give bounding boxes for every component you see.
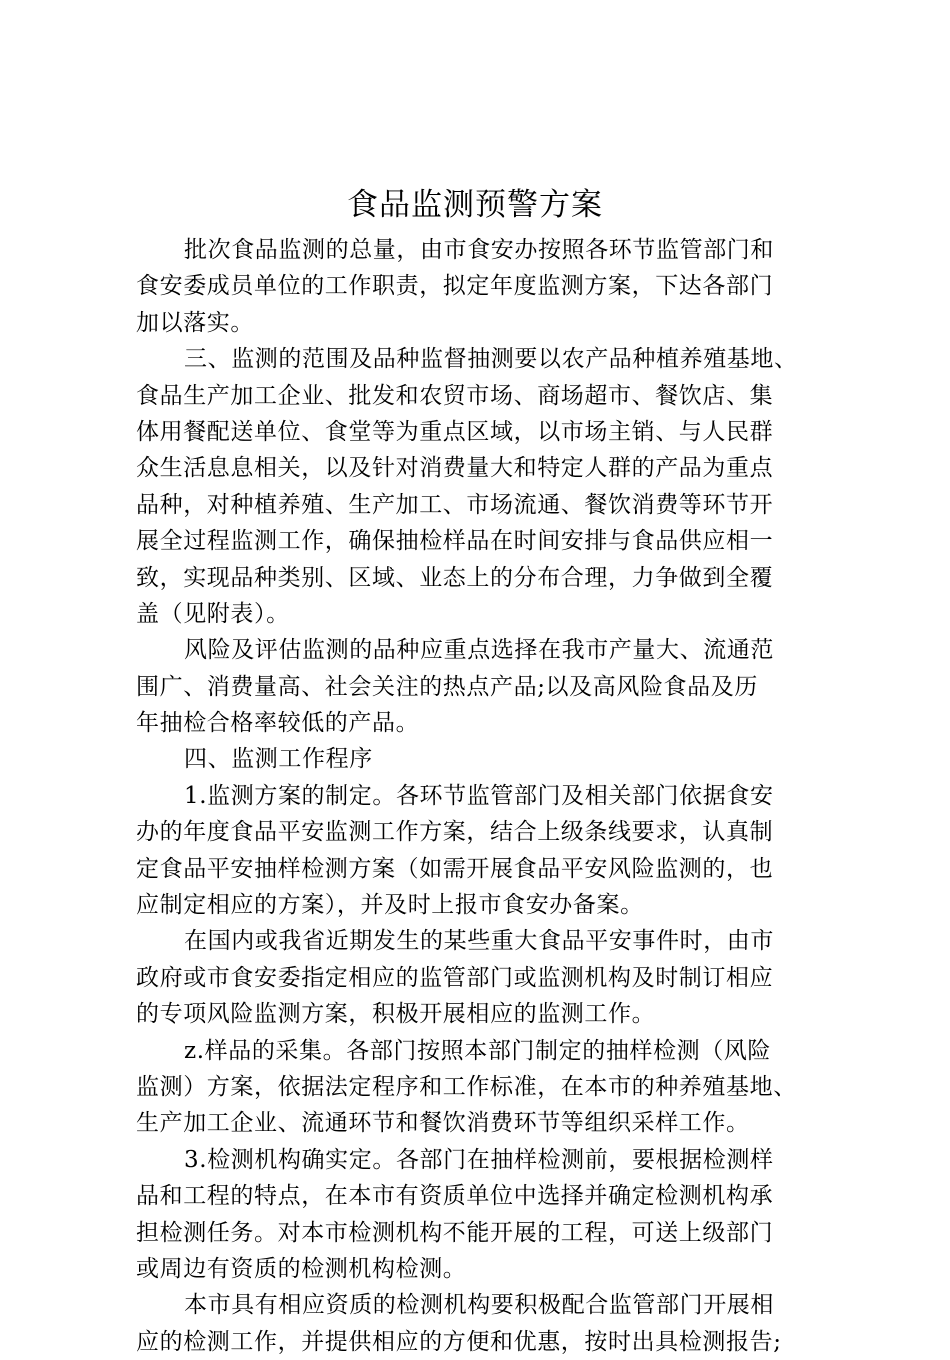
paragraph-line: 政府或市食安委指定相应的监管部门或监测机构及时制订相应 bbox=[136, 964, 774, 991]
paragraph-line: 本市具有相应资质的检测机构要积极配合监管部门开展相 bbox=[184, 1292, 774, 1319]
document-body bbox=[136, 232, 836, 1360]
paragraph-line: 盖（见附表）。 bbox=[136, 600, 290, 627]
paragraph-line: 年抽检合格率较低的产品。 bbox=[136, 710, 420, 737]
paragraph-line: 应制定相应的方案），并及时上报市食安办备案。 bbox=[136, 892, 644, 919]
paragraph-line: 食安委成员单位的工作职责，拟定年度监测方案，下达各部门 bbox=[136, 273, 774, 300]
paragraph-line: 批次食品监测的总量，由市食安办按照各环节监管部门和 bbox=[184, 237, 774, 263]
paragraph-line: 办的年度食品平安监测工作方案，结合上级条线要求，认真制 bbox=[136, 819, 774, 846]
document-title: 食品监测预警方案 bbox=[347, 187, 603, 223]
paragraph-line: 三、监测的范围及品种监督抽测要以农产品种植养殖基地、 bbox=[184, 346, 798, 373]
paragraph-line: 品种，对种植养殖、生产加工、市场流通、餐饮消费等环节开 bbox=[136, 491, 774, 518]
paragraph-line: 或周边有资质的检测机构检测。 bbox=[136, 1255, 467, 1282]
paragraph-line: 的专项风险监测方案，积极开展相应的监测工作。 bbox=[136, 1001, 656, 1028]
paragraph-line: 体用餐配送单位、食堂等为重点区域，以市场主销、与人民群 bbox=[136, 418, 774, 445]
paragraph-line: 监测）方案，依据法定程序和工作标准，在本市的种养殖基地、 bbox=[136, 1073, 797, 1100]
paragraph-line: 加以落实。 bbox=[136, 309, 254, 336]
paragraph-line: 应的检测工作，并提供相应的方便和优惠，按时出具检测报告; bbox=[136, 1328, 782, 1355]
paragraph-line: 3.检测机构确实定。各部门在抽样检测前，要根据检测样 bbox=[184, 1146, 774, 1173]
paragraph-line: 围广、消费量高、社会关注的热点产品;以及高风险食品及历 bbox=[136, 673, 758, 700]
section-heading: 四、监测工作程序 bbox=[184, 746, 373, 773]
paragraph-line: 众生活息息相关，以及针对消费量大和特定人群的产品为重点 bbox=[136, 455, 774, 482]
paragraph-line: 风险及评估监测的品种应重点选择在我市产量大、流通范 bbox=[184, 637, 774, 664]
paragraph-line: 在国内或我省近期发生的某些重大食品平安事件时，由市 bbox=[184, 928, 774, 955]
paragraph-line: 致，实现品种类别、区域、业态上的分布合理，力争做到全覆 bbox=[136, 564, 774, 591]
paragraph-line: 食品生产加工企业、批发和农贸市场、商场超市、餐饮店、集 bbox=[136, 382, 774, 409]
paragraph-line: 1.监测方案的制定。各环节监管部门及相关部门依据食安 bbox=[184, 782, 774, 809]
paragraph-line: 品和工程的特点，在本市有资质单位中选择并确定检测机构承 bbox=[136, 1183, 774, 1210]
paragraph-line: 展全过程监测工作，确保抽检样品在时间安排与食品供应相一 bbox=[136, 528, 774, 555]
paragraph-line: 生产加工企业、流通环节和餐饮消费环节等组织采样工作。 bbox=[136, 1110, 750, 1137]
paragraph-line: 定食品平安抽样检测方案（如需开展食品平安风险监测的，也 bbox=[136, 855, 774, 882]
paragraph-line: 担检测任务。对本市检测机构不能开展的工程，可送上级部门 bbox=[136, 1219, 774, 1246]
paragraph-line: z.样品的采集。各部门按照本部门制定的抽样检测（风险 bbox=[184, 1037, 772, 1064]
